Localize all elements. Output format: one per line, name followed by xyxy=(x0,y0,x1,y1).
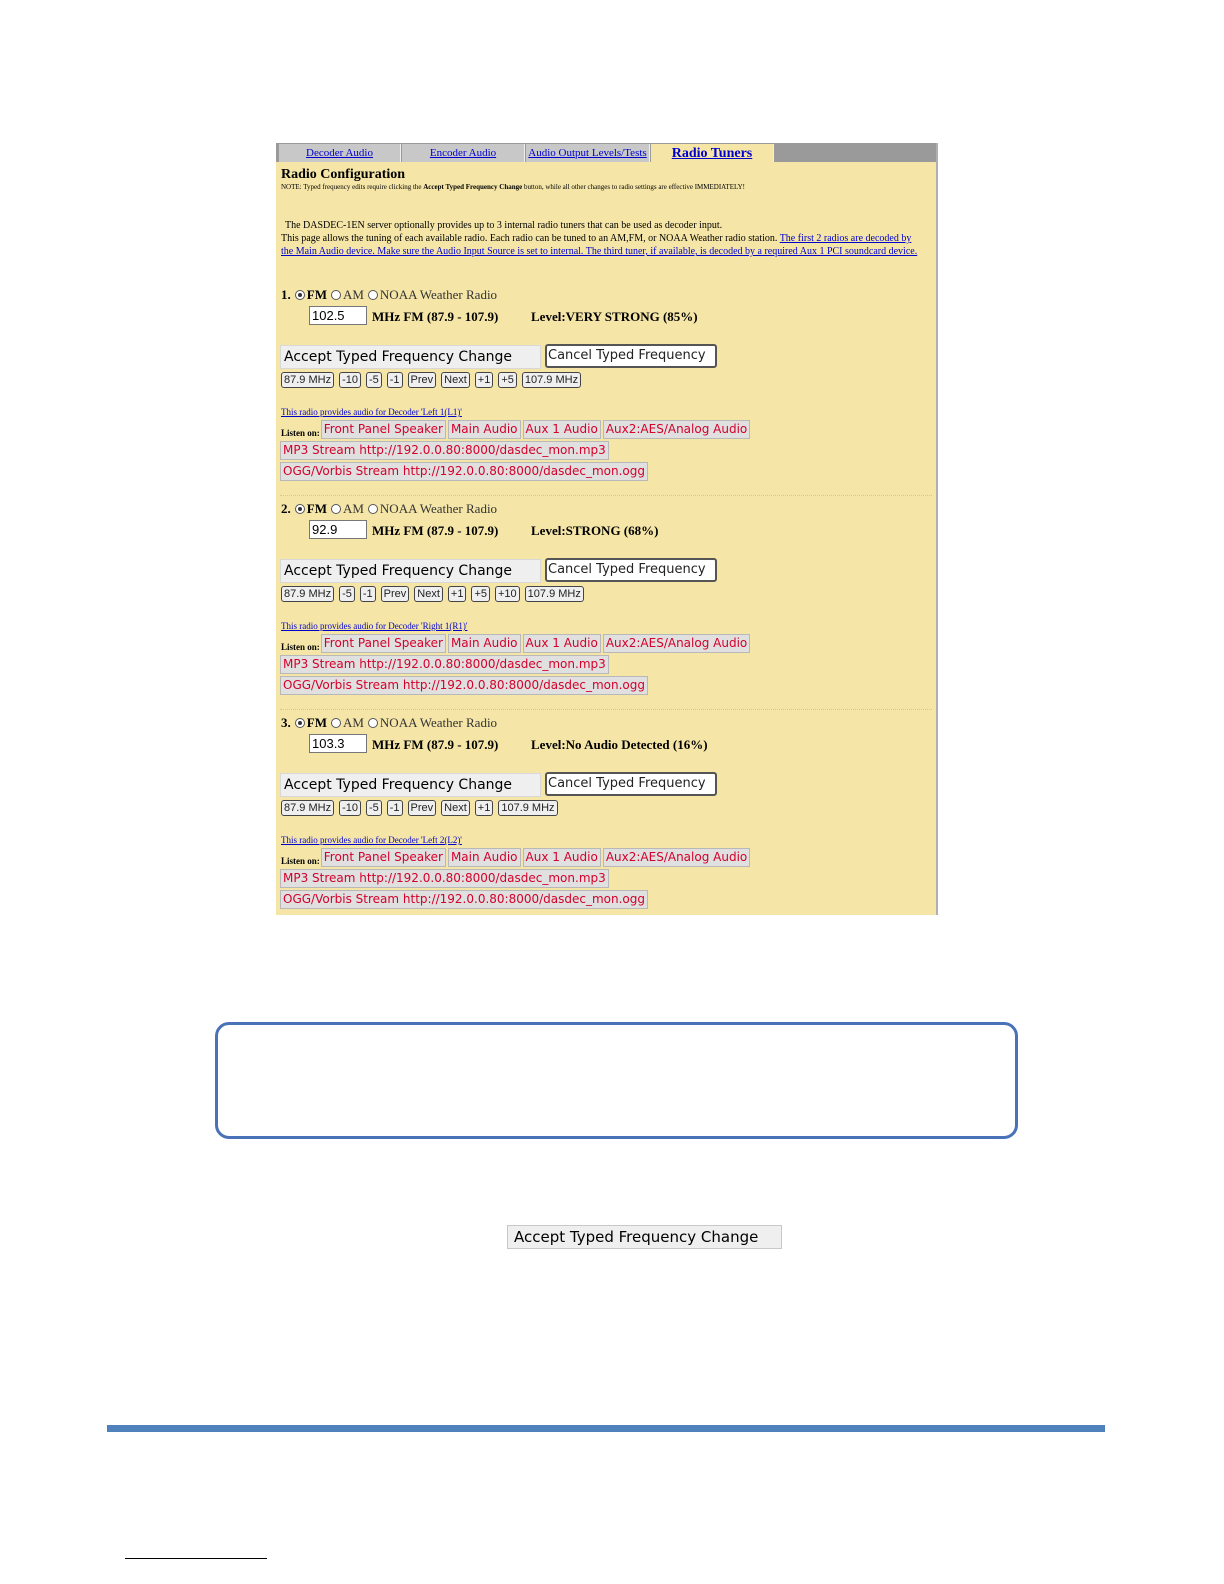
noaa-label: NOAA Weather Radio xyxy=(379,715,498,730)
frequency-input[interactable]: 92.9 xyxy=(309,520,367,539)
fm-radio-button[interactable] xyxy=(295,504,305,514)
ogg-stream-button[interactable]: OGG/Vorbis Stream http://192.0.0.80:8000/dasdec_mon.ogg xyxy=(280,462,648,481)
tab-decoder-audio[interactable]: Decoder Audio xyxy=(279,144,401,162)
tune-step-button[interactable]: +1 xyxy=(448,586,467,602)
tune-step-button[interactable]: 107.9 MHz xyxy=(525,586,584,602)
front-panel-speaker-button[interactable]: Front Panel Speaker xyxy=(321,634,446,653)
tune-step-button[interactable]: 87.9 MHz xyxy=(281,800,334,816)
tune-step-button[interactable]: +5 xyxy=(471,586,490,602)
listen-on-row xyxy=(281,634,752,654)
frequency-input[interactable]: 102.5 xyxy=(309,306,367,325)
tune-step-button[interactable]: -5 xyxy=(366,800,382,816)
front-panel-speaker-button[interactable]: Front Panel Speaker xyxy=(321,420,446,439)
aux2-audio-button[interactable]: Aux2:AES/Analog Audio xyxy=(603,420,750,439)
am-label: AM xyxy=(342,287,364,302)
tune-step-button[interactable]: Prev xyxy=(381,586,410,602)
band-select-row xyxy=(281,715,497,731)
tune-step-button[interactable]: +10 xyxy=(495,586,520,602)
band-select-row xyxy=(281,287,497,303)
radio-separator xyxy=(280,709,932,710)
tune-step-button[interactable]: -5 xyxy=(339,586,355,602)
mhz-range-label: MHz FM (87.9 - 107.9) xyxy=(372,523,499,538)
tune-step-button[interactable]: -1 xyxy=(387,372,403,388)
intro-help-link[interactable]: The first 2 radios are decoded by the Main Audio device. Make sure the Audio Input Source is set to internal. The third tuner, if available, is decoded by a required Aux 1 PCI soundcard device. xyxy=(281,233,918,257)
tune-step-button[interactable]: Next xyxy=(414,586,443,602)
noaa-label: NOAA Weather Radio xyxy=(379,501,498,516)
tuning-step-buttons xyxy=(281,586,589,604)
decoder-assignment-link[interactable]: This radio provides audio for Decoder 'Right 1(R1)' xyxy=(281,621,468,631)
tune-step-button[interactable]: +1 xyxy=(475,800,494,816)
listen-on-label: Listen on: xyxy=(281,856,320,866)
tune-step-button[interactable]: 107.9 MHz xyxy=(522,372,581,388)
radio-separator xyxy=(280,495,932,496)
intro-text: The DASDEC-1EN server optionally provides up to 3 internal radio tuners that can be used as decoder input. This page allows the tuning of each available radio. Each radio can be tuned to an AM,FM, or NOAA Weather radio station. The first 2 radios are decoded by the Main Audio device. Make sure the Audio Input Source is set to internal. The third tuner, if available, is decoded by a required Aux 1 PCI soundcard device. xyxy=(281,220,918,257)
accept-frequency-button[interactable]: Accept Typed Frequency Change xyxy=(280,559,541,583)
accept-frequency-button[interactable]: Accept Typed Frequency Change xyxy=(280,345,541,369)
am-label: AM xyxy=(342,501,364,516)
front-panel-speaker-button[interactable]: Front Panel Speaker xyxy=(321,848,446,867)
tune-step-button[interactable]: -1 xyxy=(360,586,376,602)
listen-on-row xyxy=(281,420,752,440)
aux2-audio-button[interactable]: Aux2:AES/Analog Audio xyxy=(603,634,750,653)
noaa-radio-button[interactable] xyxy=(368,504,378,514)
tune-step-button[interactable]: 107.9 MHz xyxy=(498,800,557,816)
ogg-stream-button[interactable]: OGG/Vorbis Stream http://192.0.0.80:8000/dasdec_mon.ogg xyxy=(280,890,648,909)
tab-audio-output-levels[interactable]: Audio Output Levels/Tests xyxy=(526,144,650,162)
page-title: Radio Configuration xyxy=(281,167,406,182)
fm-radio-button[interactable] xyxy=(295,718,305,728)
signal-level: Level:VERY STRONG (85%) xyxy=(531,309,698,324)
tune-step-button[interactable]: 87.9 MHz xyxy=(281,586,334,602)
tune-step-button[interactable]: -10 xyxy=(339,800,361,816)
decoder-assignment-link[interactable]: This radio provides audio for Decoder 'Left 1(L1)' xyxy=(281,407,462,417)
main-audio-button[interactable]: Main Audio xyxy=(448,848,521,867)
tune-step-button[interactable]: Prev xyxy=(408,372,437,388)
tune-step-button[interactable]: +5 xyxy=(498,372,517,388)
fm-label: FM xyxy=(306,715,327,730)
cancel-frequency-button[interactable]: Cancel Typed Frequency xyxy=(545,772,717,796)
aux1-audio-button[interactable]: Aux 1 Audio xyxy=(523,848,601,867)
mp3-stream-button[interactable]: MP3 Stream http://192.0.0.80:8000/dasdec_mon.mp3 xyxy=(280,869,609,888)
tune-step-button[interactable]: Next xyxy=(441,372,470,388)
mhz-range-label: MHz FM (87.9 - 107.9) xyxy=(372,309,499,324)
main-audio-button[interactable]: Main Audio xyxy=(448,634,521,653)
tune-step-button[interactable]: -1 xyxy=(387,800,403,816)
tab-radio-tuners[interactable]: Radio Tuners xyxy=(651,144,774,162)
cancel-frequency-button[interactable]: Cancel Typed Frequency xyxy=(545,558,717,582)
tab-encoder-audio[interactable]: Encoder Audio xyxy=(402,144,525,162)
callout-box xyxy=(215,1022,1018,1139)
am-radio-button[interactable] xyxy=(331,290,341,300)
listen-on-row xyxy=(281,848,752,868)
listen-on-label: Listen on: xyxy=(281,428,320,438)
decoder-assignment-link[interactable]: This radio provides audio for Decoder 'Left 2(L2)' xyxy=(281,835,462,845)
accept-frequency-button[interactable]: Accept Typed Frequency Change xyxy=(280,773,541,797)
noaa-label: NOAA Weather Radio xyxy=(379,287,498,302)
radio-number: 2. xyxy=(281,501,291,516)
fm-label: FM xyxy=(306,501,327,516)
radio-tuners-screenshot xyxy=(276,143,938,915)
tune-step-button[interactable]: 87.9 MHz xyxy=(281,372,334,388)
aux2-audio-button[interactable]: Aux2:AES/Analog Audio xyxy=(603,848,750,867)
fm-radio-button[interactable] xyxy=(295,290,305,300)
main-audio-button[interactable]: Main Audio xyxy=(448,420,521,439)
tune-step-button[interactable]: Next xyxy=(441,800,470,816)
am-label: AM xyxy=(342,715,364,730)
fm-label: FM xyxy=(306,287,327,302)
tune-step-button[interactable]: +1 xyxy=(475,372,494,388)
mp3-stream-button[interactable]: MP3 Stream http://192.0.0.80:8000/dasdec_mon.mp3 xyxy=(280,441,609,460)
listen-on-label: Listen on: xyxy=(281,642,320,652)
mhz-range-label: MHz FM (87.9 - 107.9) xyxy=(372,737,499,752)
noaa-radio-button[interactable] xyxy=(368,290,378,300)
tune-step-button[interactable]: -10 xyxy=(339,372,361,388)
radio-number: 3. xyxy=(281,715,291,730)
am-radio-button[interactable] xyxy=(331,504,341,514)
cancel-frequency-button[interactable]: Cancel Typed Frequency xyxy=(545,344,717,368)
tune-step-button[interactable]: -5 xyxy=(366,372,382,388)
tune-step-button[interactable]: Prev xyxy=(408,800,437,816)
footer-rule xyxy=(107,1425,1105,1432)
tuning-step-buttons xyxy=(281,372,586,390)
tuning-step-buttons xyxy=(281,800,563,818)
band-select-row xyxy=(281,501,497,517)
footnote-separator xyxy=(125,1558,267,1559)
radio-number: 1. xyxy=(281,287,291,302)
frequency-input[interactable]: 103.3 xyxy=(309,734,367,753)
am-radio-button[interactable] xyxy=(331,718,341,728)
aux1-audio-button[interactable]: Aux 1 Audio xyxy=(523,420,601,439)
mp3-stream-button[interactable]: MP3 Stream http://192.0.0.80:8000/dasdec_mon.mp3 xyxy=(280,655,609,674)
aux1-audio-button[interactable]: Aux 1 Audio xyxy=(523,634,601,653)
signal-level: Level:No Audio Detected (16%) xyxy=(531,737,708,752)
noaa-radio-button[interactable] xyxy=(368,718,378,728)
ogg-stream-button[interactable]: OGG/Vorbis Stream http://192.0.0.80:8000/dasdec_mon.ogg xyxy=(280,676,648,695)
tab-bar xyxy=(276,143,936,162)
example-accept-button[interactable]: Accept Typed Frequency Change xyxy=(507,1225,782,1249)
note-text: NOTE: Typed frequency edits require clicking the Accept Typed Frequency Change button, while all other changes to radio settings are effective IMMEDIATELY! xyxy=(281,183,745,191)
signal-level: Level:STRONG (68%) xyxy=(531,523,659,538)
